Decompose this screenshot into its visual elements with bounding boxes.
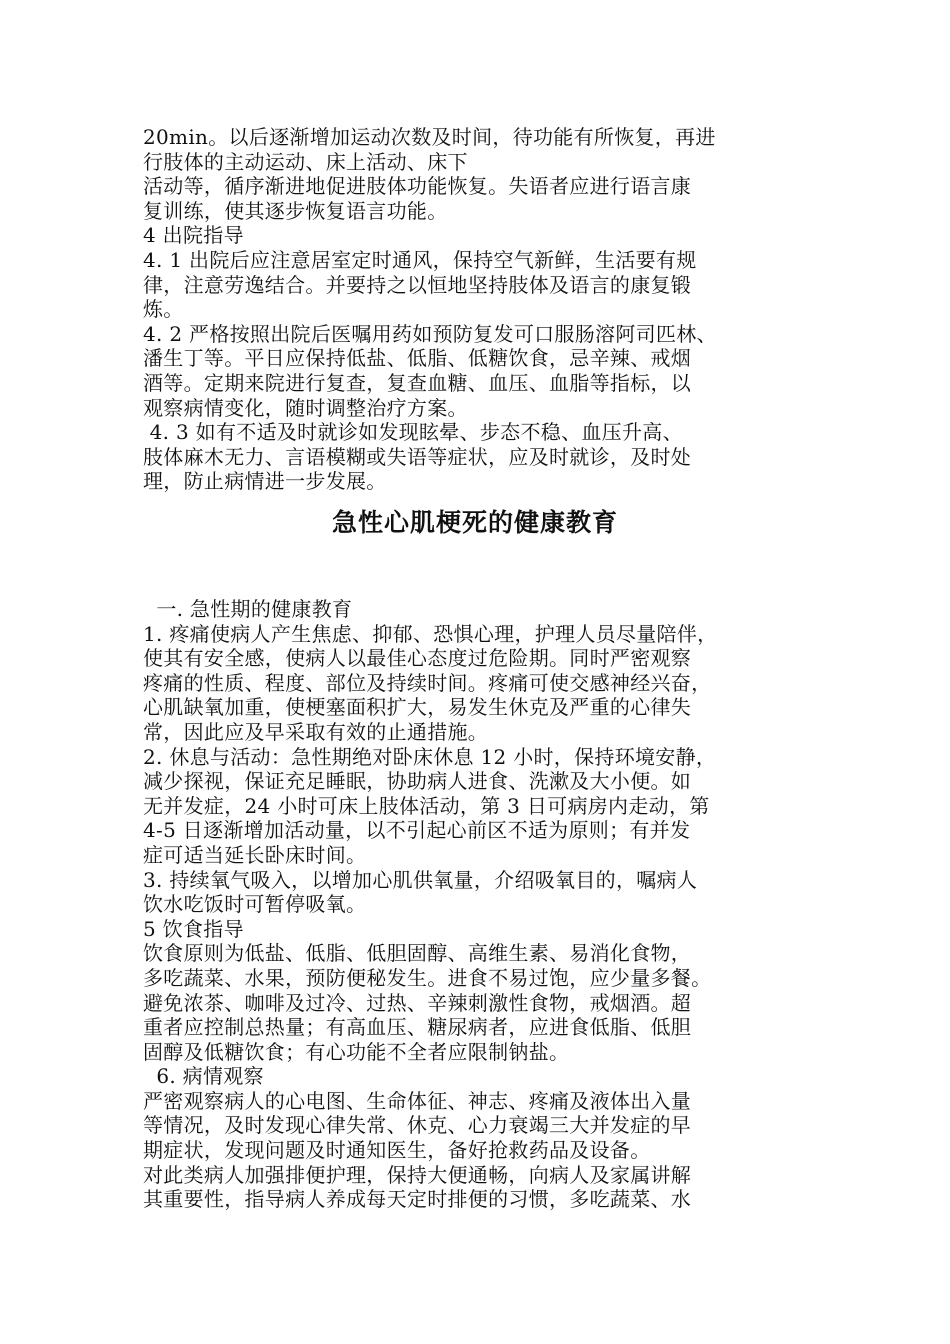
body-text-line: 炼。 <box>143 297 184 322</box>
body-text-line: 行肢体的主动运动、床上活动、床下 <box>143 149 468 174</box>
body-text-line: 4-5 日逐渐增加活动量，以不引起心前区不适为原则；有并发 <box>143 818 691 843</box>
body-text-line: 肢体麻木无力、言语模糊或失语等症状，应及时就诊，及时处 <box>143 444 692 469</box>
body-text-line: 观察病情变化，随时调整治疗方案。 <box>143 395 468 420</box>
body-text-line: 3. 持续氧气吸入，以增加心肌供氧量，介绍吸氧目的，嘱病人 <box>143 867 698 892</box>
body-text-line: 4. 3 如有不适及时就诊如发现眩晕、步态不稳、血压升高、 <box>143 420 683 445</box>
body-text-line: 2. 休息与活动：急性期绝对卧床休息 12 小时，保持环境安静， <box>143 744 717 769</box>
body-text-line: 其重要性，指导病人养成每天定时排便的习惯，多吃蔬菜、水 <box>143 1187 692 1212</box>
body-text-line: 症可适当延长卧床时间。 <box>143 842 367 867</box>
body-text-line: 20min。以后逐渐增加运动次数及时间，待功能有所恢复，再进 <box>143 125 716 149</box>
body-text-line: 固醇及低糖饮食；有心功能不全者应限制钠盐。 <box>143 1039 570 1064</box>
body-text-line: 无并发症，24 小时可床上肢体活动，第 3 日可病房内走动，第 <box>143 793 710 818</box>
body-text-line: 心肌缺氧加重，使梗塞面积扩大，易发生休克及严重的心律失 <box>143 695 692 720</box>
body-text-line: 潘生丁等。平日应保持低盐、低脂、低糖饮食，忌辛辣、戒烟 <box>143 346 692 371</box>
body-text-line: 酒等。定期来院进行复查，复查血糖、血压、血脂等指标，以 <box>143 370 692 395</box>
body-text-line: 疼痛的性质、程度、部位及持续时间。疼痛可使交感神经兴奋， <box>143 670 712 695</box>
body-text-line: 减少探视，保证充足睡眠，协助病人进食、洗漱及大小便。如 <box>143 769 692 794</box>
body-text-line: 饮水吃饭时可暂停吸氧。 <box>143 892 367 917</box>
body-text-line: 严密观察病人的心电图、生命体征、神志、疼痛及液体出入量 <box>143 1088 692 1113</box>
body-text-line: 4. 2 严格按照出院后医嘱用药如预防复发可口服肠溶阿司匹林、 <box>143 321 717 346</box>
body-text-line: 律，注意劳逸结合。并要持之以恒地坚持肢体及语言的康复锻 <box>143 272 692 297</box>
document-title: 急性心肌梗死的健康教育 <box>331 508 618 537</box>
body-text-line: 理，防止病情进一步发展。 <box>143 469 387 494</box>
body-text-line: 一. 急性期的健康教育 <box>143 597 353 621</box>
body-text-line: 重者应控制总热量；有高血压、糖尿病者，应进食低脂、低胆 <box>143 1015 692 1040</box>
body-text-line: 使其有安全感，使病人以最佳心态度过危险期。同时严密观察 <box>143 646 692 671</box>
body-text-line: 避免浓茶、咖啡及过冷、过热、辛辣刺激性食物，戒烟酒。超 <box>143 990 692 1015</box>
previous-section-text <box>143 125 823 494</box>
body-text-line: 4 出院指导 <box>143 223 244 248</box>
body-text-line: 常，因此应及早采取有效的止通措施。 <box>143 719 489 744</box>
body-text-line: 等情况，及时发现心律失常、休克、心力衰竭三大并发症的早 <box>143 1113 692 1138</box>
body-text-line: 活动等，循序渐进地促进肢体功能恢复。失语者应进行语言康 <box>143 174 692 199</box>
body-text-line: 6. 病情观察 <box>143 1064 264 1089</box>
body-text-line: 饮食原则为低盐、低脂、低胆固醇、高维生素、易消化食物， <box>143 941 692 966</box>
body-text-line: 1. 疼痛使病人产生焦虑、抑郁、恐惧心理，护理人员尽量陪伴， <box>143 621 718 646</box>
body-text-line: 多吃蔬菜、水果，预防便秘发生。进食不易过饱，应少量多餐。 <box>143 965 712 990</box>
body-text-line: 复训练，使其逐步恢复语言功能。 <box>143 198 448 223</box>
body-text-line: 对此类病人加强排便护理，保持大便通畅，向病人及家属讲解 <box>143 1162 692 1187</box>
body-text-line: 期症状，发现问题及时通知医生，备好抢救药品及设备。 <box>143 1138 651 1163</box>
health-education-body <box>143 597 823 1212</box>
body-text-line: 5 饮食指导 <box>143 916 244 941</box>
body-text-line: 4. 1 出院后应注意居室定时通风，保持空气新鲜，生活要有规 <box>143 247 697 272</box>
